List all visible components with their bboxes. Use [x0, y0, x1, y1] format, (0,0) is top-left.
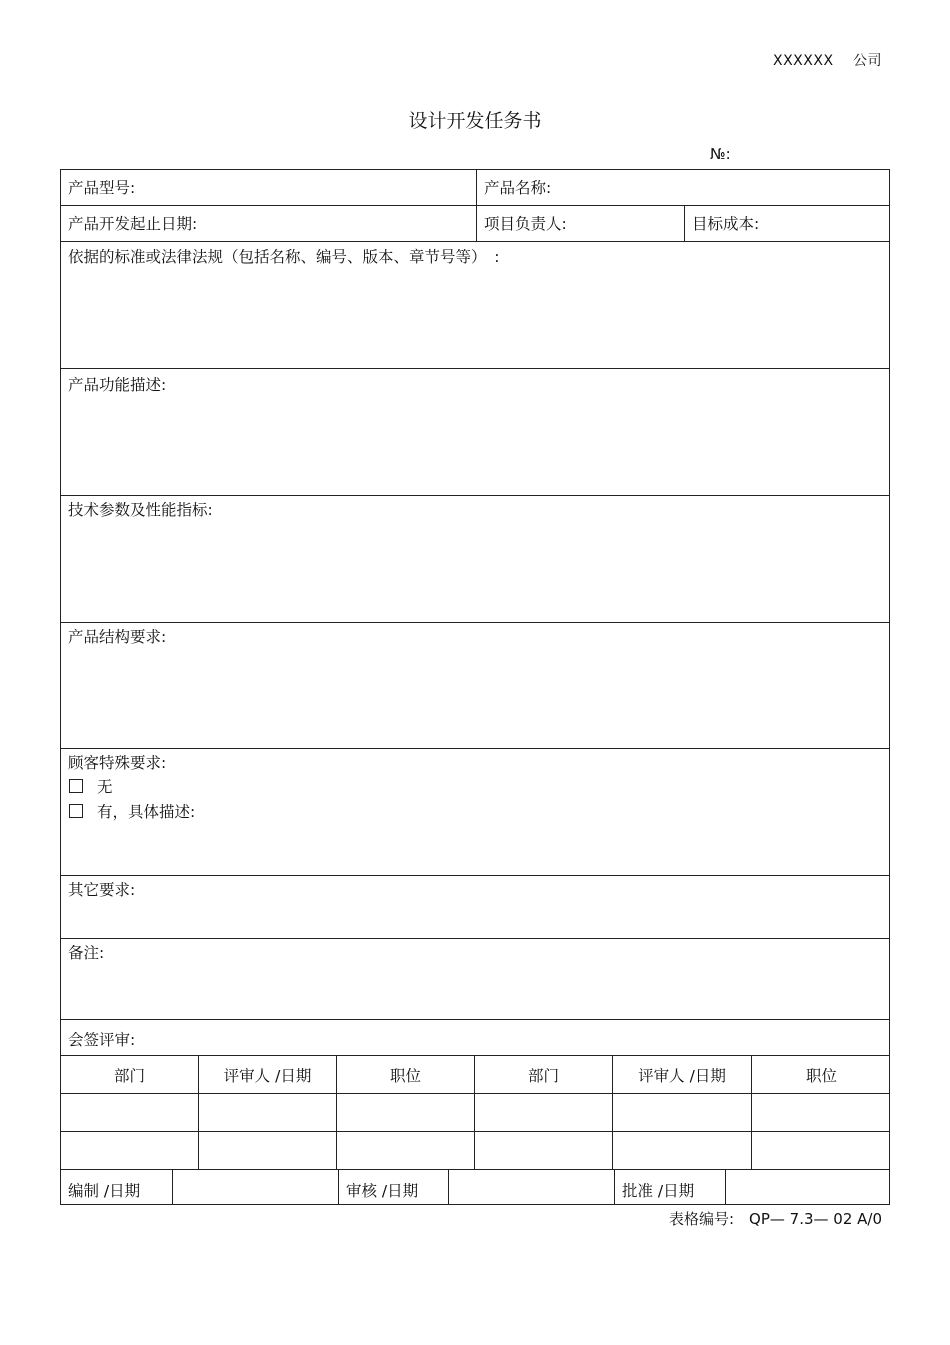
sign-cell[interactable] — [61, 1132, 199, 1169]
sign-cell[interactable] — [199, 1132, 337, 1169]
remarks-label: 备注: — [68, 944, 105, 962]
task-form — [60, 169, 890, 1205]
document-title: 设计开发任务书 — [408, 110, 542, 132]
prepared-label-cell — [61, 1170, 172, 1204]
remarks-section[interactable] — [60, 938, 890, 1019]
sign-cell[interactable] — [752, 1094, 891, 1131]
sign-header-row — [60, 1055, 890, 1093]
product-name-field[interactable] — [476, 170, 889, 205]
option-none-label: 无 — [97, 777, 113, 796]
form-code: 表格编号: QP— 7.3— 02 A/0 — [668, 1210, 882, 1228]
dev-period-label: 产品开发起止日期: — [68, 215, 198, 233]
prepared-label: 编制 /日期 — [68, 1182, 141, 1200]
reviewed-label: 审核 /日期 — [346, 1182, 419, 1200]
target-cost-label: 目标成本: — [692, 215, 760, 233]
product-model-label: 产品型号: — [68, 179, 136, 197]
tech-params-label: 技术参数及性能指标: — [68, 501, 213, 519]
reviewed-label-cell — [338, 1170, 448, 1204]
function-label: 产品功能描述: — [68, 376, 167, 394]
header-position-2: 职位 — [805, 1066, 837, 1085]
approved-input[interactable] — [725, 1170, 889, 1204]
product-model-field[interactable] — [61, 170, 476, 205]
company-name: XXXXXX 公司 — [773, 53, 882, 69]
countersign-label: 会签评审: — [68, 1031, 136, 1049]
document-number-label: №: — [710, 145, 731, 163]
sign-cell[interactable] — [337, 1132, 475, 1169]
header-dept-1: 部门 — [61, 1056, 199, 1093]
header-reviewer-1: 评审人 /日期 — [199, 1056, 337, 1093]
approved-label-cell — [614, 1170, 725, 1204]
sign-row — [60, 1131, 890, 1169]
sign-row — [60, 1093, 890, 1131]
structure-label: 产品结构要求: — [68, 628, 167, 646]
sign-cell[interactable] — [337, 1094, 475, 1131]
other-req-section[interactable] — [60, 875, 890, 938]
project-lead-label: 项目负责人: — [484, 215, 567, 233]
tech-params-section[interactable] — [60, 495, 890, 622]
sign-cell[interactable] — [199, 1094, 337, 1131]
function-section[interactable] — [60, 368, 890, 495]
approved-label: 批准 /日期 — [622, 1182, 695, 1200]
row-product-info — [60, 169, 890, 205]
reviewed-input[interactable] — [448, 1170, 614, 1204]
header-position-1: 职位 — [337, 1056, 475, 1093]
dev-period-field[interactable] — [61, 206, 476, 241]
checkbox-none[interactable] — [69, 779, 83, 793]
product-name-label: 产品名称: — [484, 179, 552, 197]
option-yes-row[interactable] — [68, 798, 882, 823]
sign-cell[interactable] — [475, 1132, 613, 1169]
target-cost-field[interactable] — [684, 206, 889, 241]
customer-req-section — [60, 748, 890, 875]
prepared-input[interactable] — [172, 1170, 338, 1204]
option-none-row[interactable] — [68, 773, 882, 798]
row-dev-info — [60, 205, 890, 241]
option-yes-label: 有，具体描述: — [97, 802, 196, 821]
structure-section[interactable] — [60, 622, 890, 748]
sign-cell[interactable] — [475, 1094, 613, 1131]
sign-cell[interactable] — [613, 1094, 752, 1131]
checkbox-yes[interactable] — [69, 804, 83, 818]
other-req-label: 其它要求: — [68, 881, 136, 899]
standards-label: 依据的标准或法律法规（包括名称、编号、版本、章节号等） : — [68, 248, 500, 266]
countersign-section — [60, 1019, 890, 1055]
standards-section[interactable] — [60, 241, 890, 368]
header-dept-2: 部门 — [475, 1056, 613, 1093]
sign-cell[interactable] — [752, 1132, 891, 1169]
customer-req-label: 顾客特殊要求: — [68, 754, 167, 772]
approval-row — [60, 1169, 890, 1205]
sign-cell[interactable] — [613, 1132, 752, 1169]
header-reviewer-2: 评审人 /日期 — [613, 1056, 752, 1093]
project-lead-field[interactable] — [476, 206, 684, 241]
sign-cell[interactable] — [61, 1094, 199, 1131]
